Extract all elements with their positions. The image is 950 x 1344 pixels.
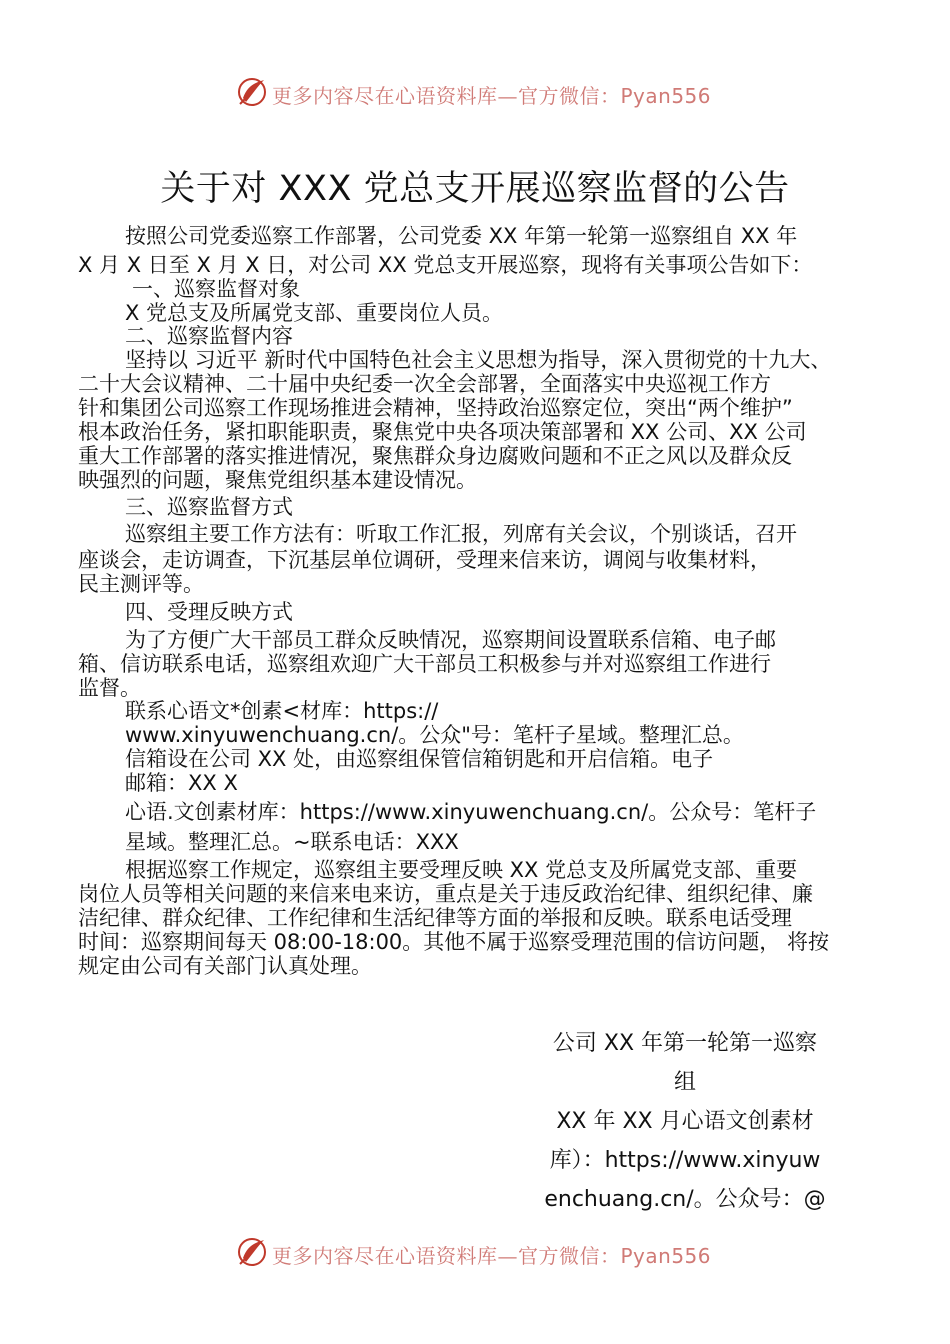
body-line: 心语.文创素材库：https://www.xinyuwenchuang.cn/。公众号：笔杆子 bbox=[125, 800, 817, 824]
body-line: 岗位人员等相关问题的来信来电来访，重点是关于违反政治纪律、组织纪律、廉 bbox=[78, 882, 813, 906]
signature-line: 组 bbox=[673, 1070, 696, 1095]
body-line: 映强烈的问题，聚焦党组织基本建设情况。 bbox=[78, 468, 477, 492]
section-heading: 三、巡察监督方式 bbox=[125, 495, 293, 519]
body-line: 洁纪律、群众纪律、工作纪律和生活纪律等方面的举报和反映。联系电话受理 bbox=[78, 906, 792, 930]
signature-line: enchuang.cn/。公众号：@ bbox=[544, 1187, 826, 1212]
body-line: 针和集团公司巡察工作现场推进会精神，坚持政治巡察定位，突出“两个维护” bbox=[78, 396, 793, 420]
body-line: 监督。 bbox=[78, 676, 141, 700]
section-heading: 四、受理反映方式 bbox=[125, 600, 293, 624]
page-title: 关于对 XXX 党总支开展巡察监督的公告 bbox=[160, 169, 790, 210]
body-line: 规定由公司有关部门认真处理。 bbox=[78, 954, 372, 978]
signature-line: XX 年 XX 月心语文创素材 bbox=[556, 1109, 814, 1134]
signature-line: 公司 XX 年第一轮第一巡察 bbox=[552, 1031, 818, 1056]
body-line: 按照公司党委巡察工作部署，公司党委 XX 年第一轮第一巡察组自 XX 年 bbox=[125, 224, 798, 248]
watermark-text: 更多内容尽在心语资料库—官方微信：Pyan556 bbox=[272, 1244, 712, 1268]
body-line: 邮箱：XX X bbox=[125, 771, 238, 795]
body-line: 座谈会，走访调查，下沉基层单位调研，受理来信来访，调阅与收集材料， bbox=[78, 548, 771, 572]
section-heading: 二、巡察监督内容 bbox=[125, 324, 293, 348]
body-line: 时间：巡察期间每天 08:00-18:00。其他不属于巡察受理范围的信访问题， 将按 bbox=[78, 930, 829, 954]
watermark-logo-icon bbox=[234, 74, 270, 110]
watermark-logo-icon bbox=[234, 1234, 270, 1270]
body-line: 巡察组主要工作方法有：听取工作汇报，列席有关会议，个别谈话，召开 bbox=[125, 522, 797, 546]
body-line: X 党总支及所属党支部、重要岗位人员。 bbox=[125, 301, 504, 325]
body-line: 根据巡察工作规定，巡察组主要受理反映 XX 党总支及所属党支部、重要 bbox=[125, 858, 798, 882]
body-line: www.xinyuwenchuang.cn/。公众"号：笔杆子星域。整理汇总。 bbox=[125, 723, 744, 747]
body-line: 联系心语文*创素<材库：https:// bbox=[125, 699, 439, 723]
watermark-text: 更多内容尽在心语资料库—官方微信：Pyan556 bbox=[272, 84, 712, 108]
body-line: 根本政治任务，紧扣职能职责，聚焦党中央各项决策部署和 XX 公司、XX 公司 bbox=[78, 420, 807, 444]
body-line: X 月 X 日至 X 月 X 日，对公司 XX 党总支开展巡察，现将有关事项公告如下： bbox=[78, 253, 813, 277]
body-line: 星域。整理汇总。~联系电话：XXX bbox=[125, 830, 459, 854]
body-line: 信箱设在公司 XX 处，由巡察组保管信箱钥匙和开启信箱。电子 bbox=[125, 747, 714, 771]
body-line: 坚持以 习近平 新时代中国特色社会主义思想为指导，深入贯彻党的十九大、 bbox=[125, 348, 832, 372]
section-heading: 一、巡察监督对象 bbox=[132, 277, 300, 301]
body-line: 为了方便广大干部员工群众反映情况，巡察期间设置联系信箱、电子邮 bbox=[125, 628, 776, 652]
body-line: 重大工作部署的落实推进情况，聚焦群众身边腐败问题和不正之风以及群众反 bbox=[78, 444, 792, 468]
signature-line: 库）：https://www.xinyuw bbox=[549, 1148, 821, 1173]
watermark-banner-bottom bbox=[0, 1232, 950, 1272]
body-line: 二十大会议精神、二十届中央纪委一次全会部署，全面落实中央巡视工作方 bbox=[78, 372, 771, 396]
watermark-banner-top bbox=[0, 72, 950, 112]
body-line: 箱、信访联系电话，巡察组欢迎广大干部员工积极参与并对巡察组工作进行 bbox=[78, 652, 771, 676]
body-line: 民主测评等。 bbox=[78, 572, 204, 596]
